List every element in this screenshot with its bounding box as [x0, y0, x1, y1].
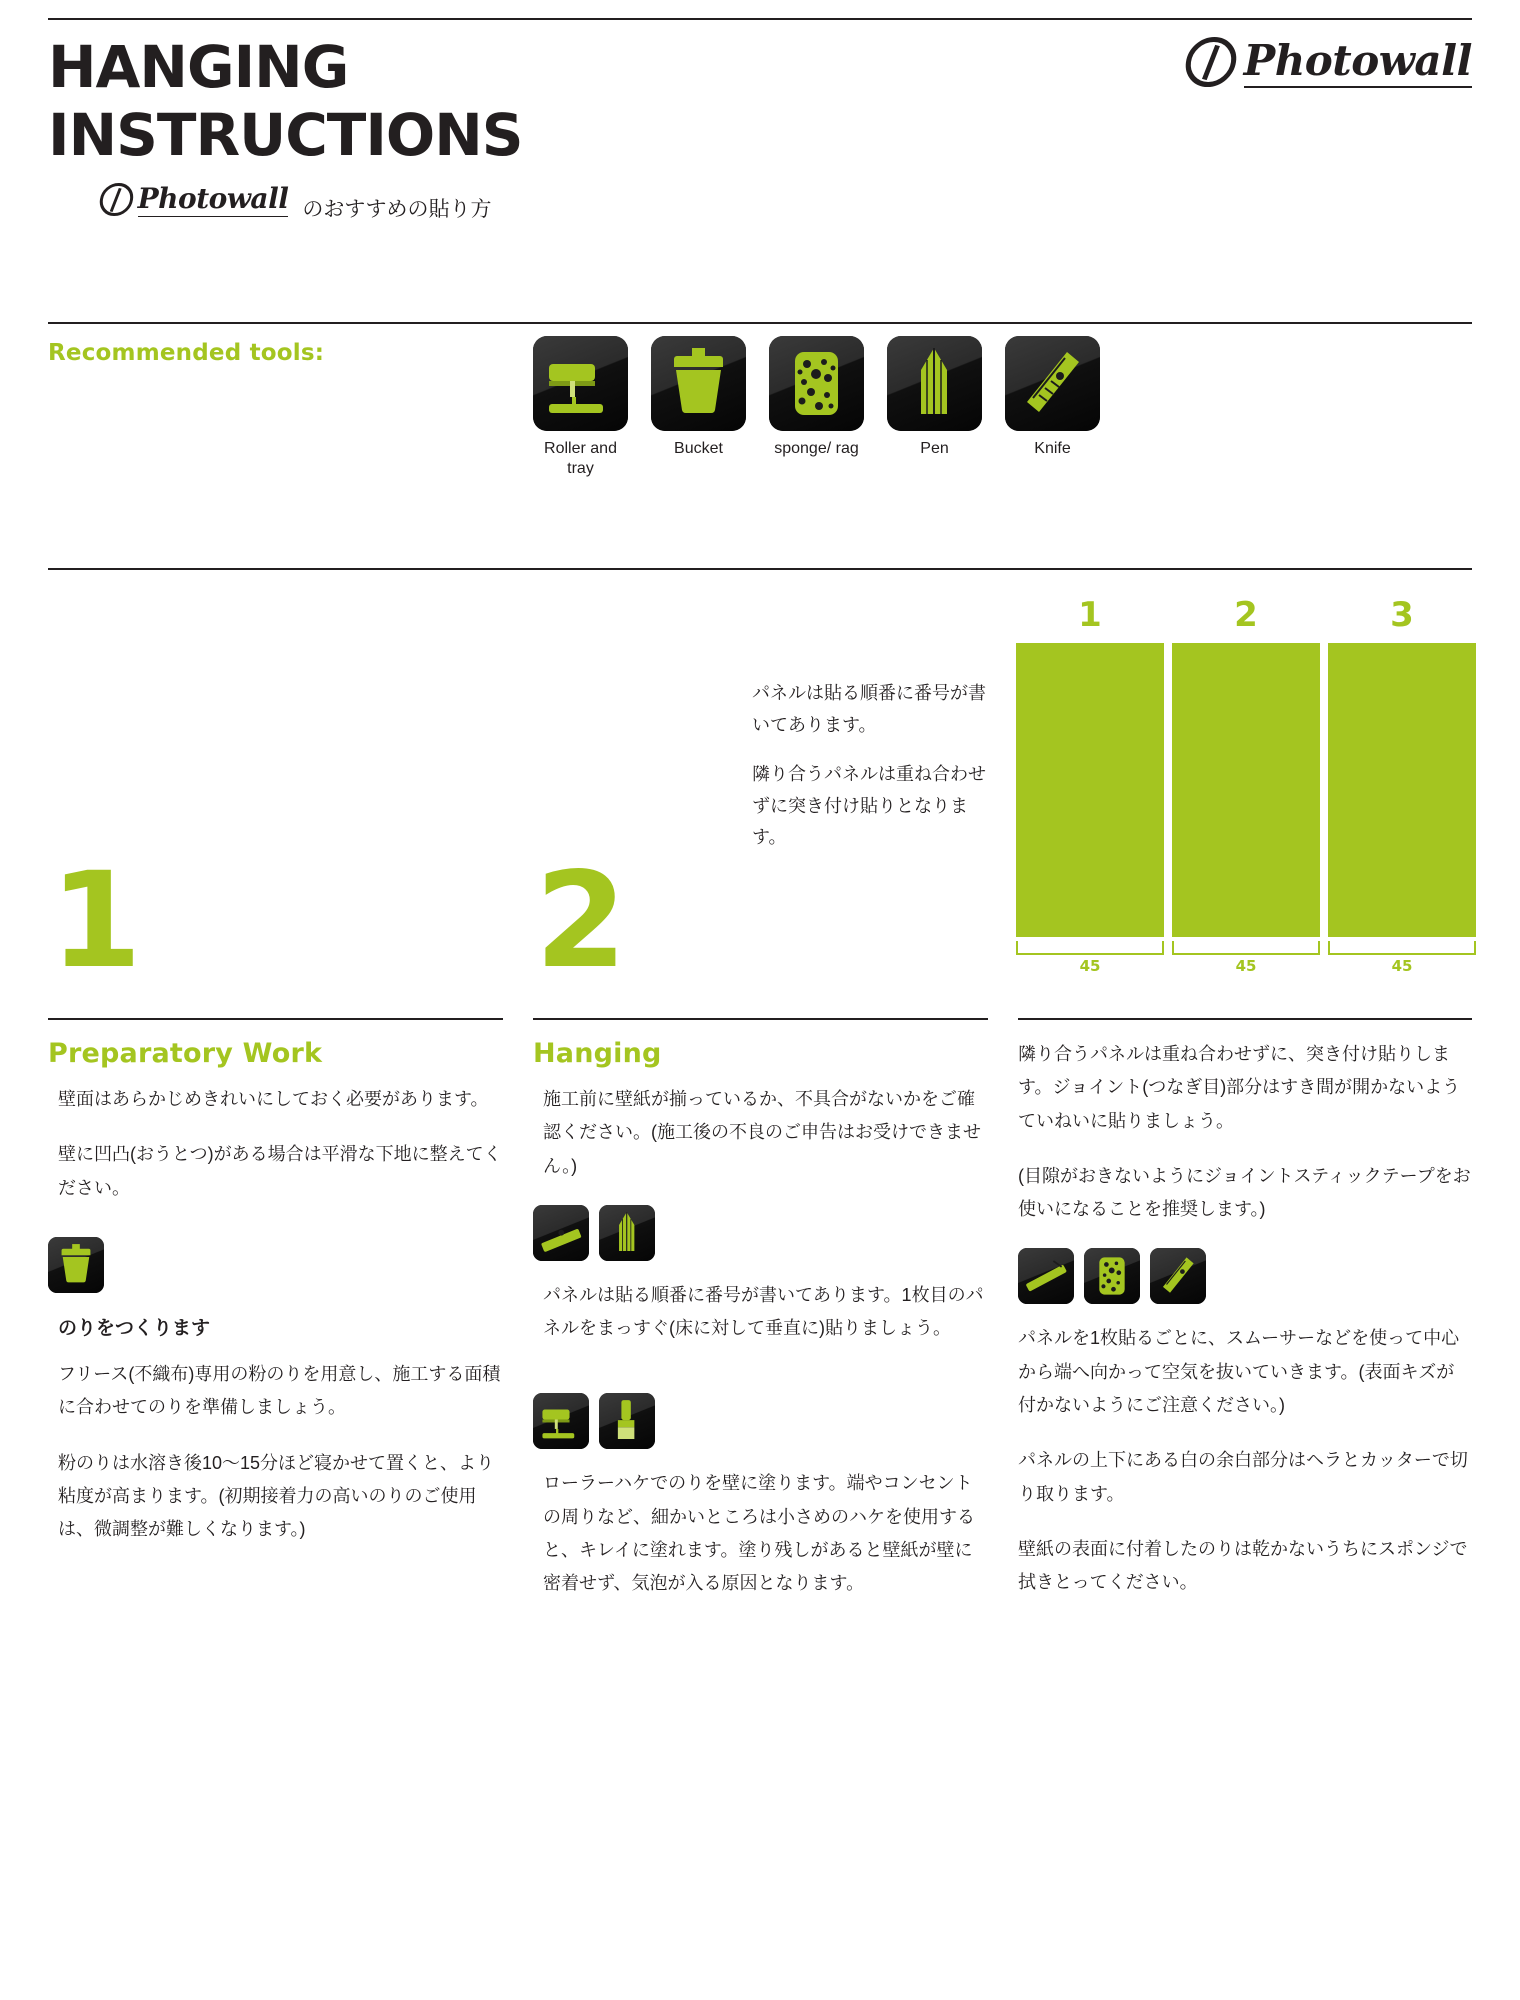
tool-caption: Knife: [1034, 440, 1071, 457]
photowall-wordmark: Photowall: [137, 182, 289, 215]
panel-measure: [1328, 941, 1476, 975]
tool-sponge-rag: [769, 336, 864, 479]
panel-note-1: パネルは貼る順番に番号が書いてあります。: [752, 683, 986, 735]
column-3-divider: [1018, 1018, 1472, 1020]
prep-icon-strip: [48, 1237, 503, 1293]
joints-paragraph-2: (目隙がおきないようにジョイントスティックテープをお使いになることを推奨します。): [1018, 1165, 1471, 1220]
tool-caption: Roller and tray: [544, 440, 617, 477]
column-joints: [1018, 1038, 1472, 1622]
photowall-wordmark: Photowall: [1244, 36, 1472, 88]
tools-divider: [48, 322, 1472, 324]
pen-icon: [887, 336, 982, 431]
subtitle-japanese: のおすすめの貼り方: [302, 197, 492, 221]
photowall-logo: [1186, 36, 1472, 88]
panel-group: [1016, 643, 1476, 937]
column-preparatory-work: [48, 1038, 503, 1569]
knife-icon: [1150, 1248, 1206, 1304]
joints-icon-strip: [1018, 1248, 1472, 1304]
prep-paragraph-1: 壁面はあらかじめきれいにしておく必要があります。: [58, 1089, 489, 1109]
measure-bracket: [1016, 941, 1164, 955]
title-line-1: HANGING: [48, 33, 349, 101]
roller-tray-icon: [533, 336, 628, 431]
panel-number: 2: [1234, 595, 1258, 635]
prep-paragraph-2: 壁に凹凸(おうとつ)がある場合は平滑な下地に整えてください。: [58, 1144, 502, 1198]
level-icon: [533, 1205, 589, 1261]
column-2-divider: [533, 1018, 988, 1020]
hanging-icon-strip-a: [533, 1205, 988, 1261]
joints-paragraph-1: 隣り合うパネルは重ね合わせずに、突き付け貼りします。ジョイント(つなぎ目)部分はすき間が開かないようていねいに貼りましょう。: [1018, 1044, 1461, 1131]
tool-knife: [1005, 336, 1100, 479]
tool-caption: Bucket: [674, 440, 723, 457]
panel-diagram-notes: [752, 678, 1002, 872]
pen-icon: [599, 1205, 655, 1261]
panel-measure: [1172, 941, 1320, 975]
step-1-numeral: 1: [50, 844, 142, 998]
tool-caption: sponge/ rag: [774, 440, 859, 457]
measure-value: 45: [1235, 957, 1257, 975]
joints-paragraph-5: 壁紙の表面に付着したのりは乾かないうちにスポンジで拭きとってください。: [1018, 1538, 1468, 1593]
measure-value: 45: [1079, 957, 1101, 975]
prep-paragraph-3: フリース(不織布)専用の粉のりを用意し、施工する面積に合わせてのりを準備しましょう。: [58, 1364, 501, 1418]
title-line-2: INSTRUCTIONS: [48, 101, 523, 169]
panel-diagram: [1016, 595, 1476, 975]
panel-number: 3: [1390, 595, 1414, 635]
column-1-divider: [48, 1018, 503, 1020]
panel-measure: [1016, 941, 1164, 975]
sponge-rag-icon: [1084, 1248, 1140, 1304]
photowall-mark-icon: [1183, 37, 1240, 87]
section-heading-preparatory: Preparatory Work: [48, 1038, 323, 1069]
knife-icon: [1005, 336, 1100, 431]
tool-bucket: [651, 336, 746, 479]
recommended-tools-row: [533, 336, 1100, 479]
sponge-rag-icon: [769, 336, 864, 431]
tool-pen: [887, 336, 982, 479]
joints-paragraph-3: パネルを1枚貼るごとに、スムーサーなどを使って中心から端へ向かって空気を抜いていきます。(表面キズが付かないようにご注意ください。): [1018, 1328, 1460, 1416]
smoother-icon: [1018, 1248, 1074, 1304]
bucket-icon: [651, 336, 746, 431]
middle-divider: [48, 568, 1472, 570]
measure-bracket: [1172, 941, 1320, 955]
step-2-numeral: 2: [535, 844, 627, 998]
panel-number-row: [1016, 595, 1476, 635]
panel-1: [1016, 643, 1164, 937]
section-heading-hanging: Hanging: [533, 1038, 662, 1069]
recommended-tools-label: Recommended tools:: [48, 340, 325, 366]
tool-roller-tray: [533, 336, 628, 479]
hanging-paragraph-1: 施工前に壁紙が揃っているか、不具合がないかをご確認ください。(施工後の不良のご申告はお受けできません。): [543, 1089, 981, 1176]
panel-3: [1328, 643, 1476, 937]
photowall-mark-icon: [98, 183, 135, 216]
hanging-paragraph-2: パネルは貼る順番に番号が書いてあります。1枚目のパネルをまっすぐ(床に対して垂直に)貼りましょう。: [543, 1284, 984, 1339]
panel-number: 1: [1078, 595, 1102, 635]
panel-2: [1172, 643, 1320, 937]
column-hanging: [533, 1038, 988, 1623]
photowall-logo-small: [100, 182, 288, 217]
brush-icon: [599, 1393, 655, 1449]
prep-subheading: のりをつくります: [58, 1317, 211, 1339]
header-divider: [48, 18, 1472, 20]
panel-note-2: 隣り合うパネルは重ね合わせずに突き付け貼りとなります。: [752, 764, 986, 847]
tool-caption: Pen: [920, 440, 949, 457]
prep-paragraph-4: 粉のりは水溶き後10〜15分ほど寝かせて置くと、より粘度が高まります。(初期接着力の高いのりのご使用は、微調整が難しくなります。): [58, 1452, 495, 1540]
measure-bracket: [1328, 941, 1476, 955]
measure-value: 45: [1391, 957, 1413, 975]
bucket-icon: [48, 1237, 104, 1293]
subtitle-row: [100, 182, 1472, 223]
panel-measure-row: [1016, 941, 1476, 975]
joints-paragraph-4: パネルの上下にある白の余白部分はヘラとカッターで切り取ります。: [1018, 1450, 1468, 1504]
hanging-icon-strip-b: [533, 1393, 988, 1449]
roller-tray-icon: [533, 1393, 589, 1449]
hanging-paragraph-3: ローラーハケでのりを壁に塗ります。端やコンセントの周りなど、細かいところは小さめのハケを使用すると、キレイに塗れます。塗り残しがあると壁紙が壁に密着せず、気泡が入る原因となります。: [543, 1473, 975, 1594]
